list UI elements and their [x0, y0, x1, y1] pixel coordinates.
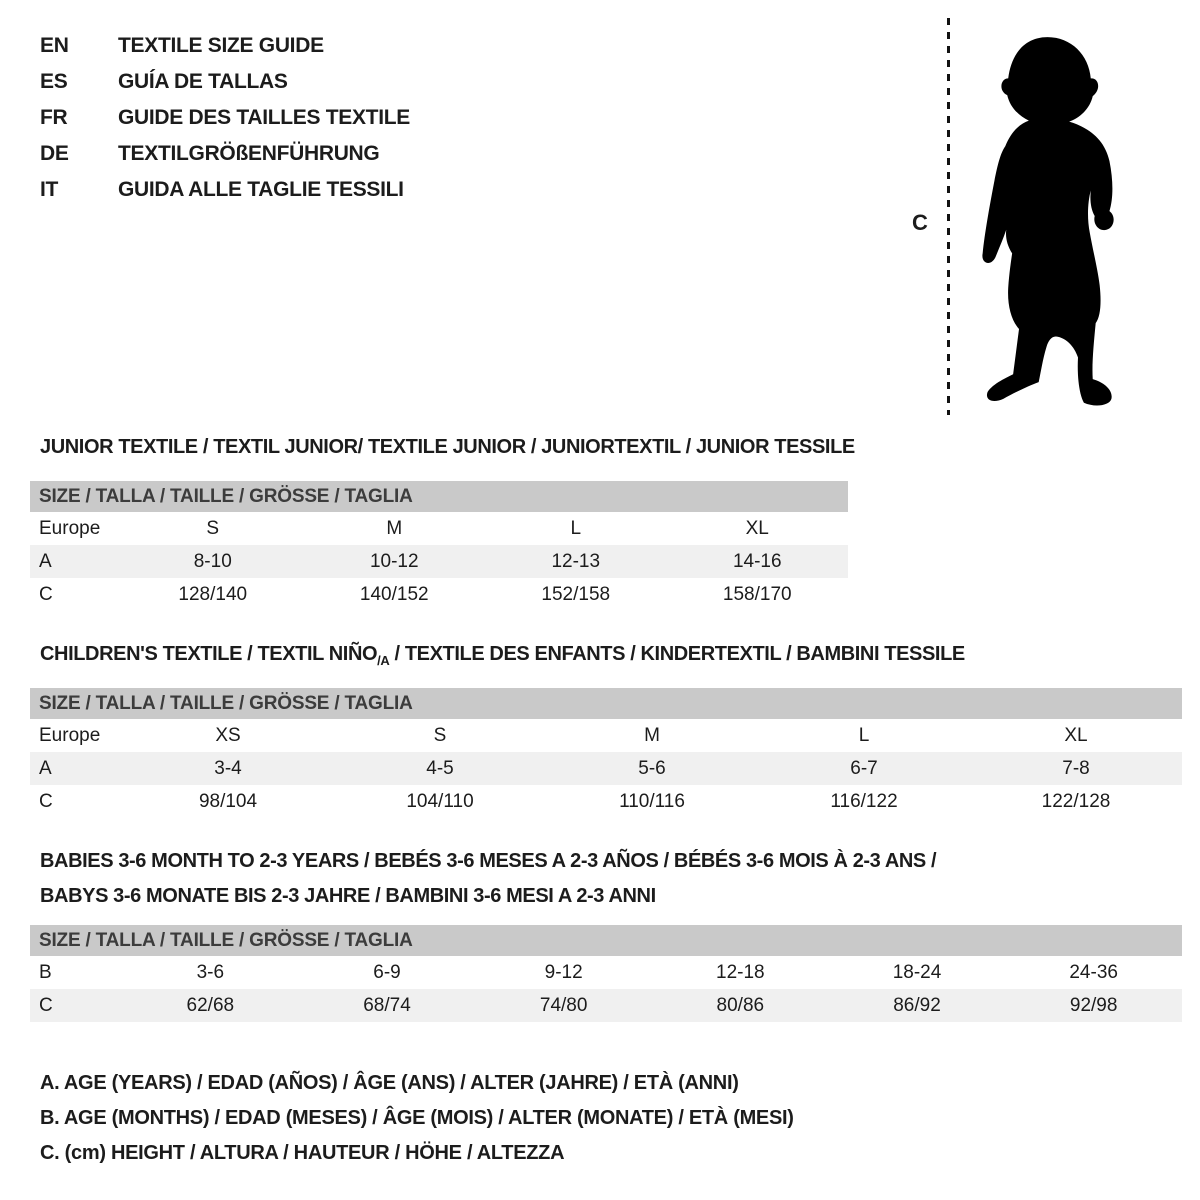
row-label: Europe — [39, 725, 101, 746]
row-label: A — [39, 551, 52, 572]
legend-line-c: C. (cm) HEIGHT / ALTURA / HAUTEUR / HÖHE / ALTEZZA — [40, 1142, 565, 1164]
age-cell: 4-5 — [426, 758, 454, 779]
legend-line-a: A. AGE (YEARS) / EDAD (AÑOS) / ÂGE (ANS) / ALTER (JAHRE) / ETÀ (ANNI) — [40, 1072, 739, 1094]
language-list — [40, 28, 410, 208]
junior-section-title: JUNIOR TEXTILE / TEXTIL JUNIOR/ TEXTILE JUNIOR / JUNIORTEXTIL / JUNIOR TESSILE — [40, 436, 855, 458]
babies-section-title-line2: BABYS 3-6 MONATE BIS 2-3 JAHRE / BAMBINI 3-6 MESI A 2-3 ANNI — [40, 885, 656, 907]
height-cell: 116/122 — [830, 791, 898, 812]
table-row — [30, 752, 1182, 785]
row-label: C — [39, 584, 53, 605]
language-code: EN — [40, 34, 69, 57]
height-cell: 62/68 — [186, 995, 235, 1016]
height-cell: 128/140 — [178, 584, 248, 605]
row-label: A — [39, 758, 52, 779]
language-row-it — [40, 172, 410, 208]
language-title: TEXTILGRÖßENFÜHRUNG — [118, 142, 380, 165]
table-row — [30, 512, 848, 545]
age-cell: 6-7 — [850, 758, 878, 779]
height-cell: 92/98 — [1069, 995, 1118, 1016]
height-cell: 86/92 — [893, 995, 941, 1016]
size-cell: XL — [745, 518, 769, 539]
height-cell: 80/86 — [716, 995, 765, 1016]
age-cell: 3-6 — [196, 962, 225, 983]
babies-size-table — [30, 925, 1182, 1022]
junior-size-table — [30, 481, 848, 611]
language-title: TEXTILE SIZE GUIDE — [118, 34, 324, 57]
table-row — [30, 719, 1182, 752]
age-cell: 18-24 — [892, 962, 942, 983]
table-row — [30, 785, 1182, 818]
height-cell: 98/104 — [198, 791, 258, 812]
children-title-pre: CHILDREN'S TEXTILE / TEXTIL NIÑO — [40, 643, 378, 665]
age-cell: 12-18 — [716, 962, 765, 983]
language-row-fr — [40, 100, 410, 136]
table-row — [30, 956, 1182, 989]
height-measure-label: C — [912, 210, 928, 235]
age-cell: 6-9 — [373, 962, 401, 983]
height-cell: 110/116 — [619, 791, 685, 812]
height-cell: 104/110 — [406, 791, 474, 812]
language-row-es — [40, 64, 410, 100]
language-row-de — [40, 136, 410, 172]
size-header-bar: SIZE / TALLA / TAILLE / GRÖSSE / TAGLIA — [30, 688, 1182, 719]
toddler-silhouette-icon — [963, 18, 1135, 416]
row-label: C — [39, 995, 53, 1016]
language-title: GUIDA ALLE TAGLIE TESSILI — [118, 178, 404, 201]
size-cell: M — [644, 725, 660, 746]
size-cell: S — [206, 518, 220, 539]
age-cell: 10-12 — [369, 551, 419, 572]
age-cell: 7-8 — [1062, 758, 1090, 779]
size-cell: L — [858, 725, 870, 746]
size-cell: S — [433, 725, 447, 746]
language-row-en — [40, 28, 410, 64]
children-title-post: / TEXTILE DES ENFANTS / KINDERTEXTIL / BAMBINI TESSILE — [389, 643, 965, 665]
language-title: GUIDE DES TAILLES TEXTILE — [118, 106, 410, 129]
row-label: B — [39, 962, 52, 983]
height-cell: 158/170 — [722, 584, 792, 605]
size-header-bar: SIZE / TALLA / TAILLE / GRÖSSE / TAGLIA — [30, 925, 1182, 956]
size-cell: L — [570, 518, 582, 539]
table-row — [30, 545, 848, 578]
age-cell: 12-13 — [551, 551, 601, 572]
language-code: FR — [40, 106, 68, 129]
size-cell: XL — [1064, 725, 1088, 746]
legend-line-b: B. AGE (MONTHS) / EDAD (MESES) / ÂGE (MOIS) / ALTER (MONATE) / ETÀ (MESI) — [40, 1107, 794, 1129]
language-code: ES — [40, 70, 68, 93]
size-cell: XS — [215, 725, 241, 746]
height-cell: 68/74 — [363, 995, 411, 1016]
age-cell: 8-10 — [193, 551, 232, 572]
children-section-title — [40, 643, 965, 668]
table-row — [30, 989, 1182, 1022]
height-measure-dashed-line — [947, 18, 950, 415]
children-size-table — [30, 688, 1182, 818]
age-cell: 3-4 — [214, 758, 242, 779]
height-cell: 122/128 — [1041, 791, 1111, 812]
legend — [40, 1066, 794, 1171]
height-cell: 74/80 — [539, 995, 588, 1016]
height-cell: 140/152 — [359, 584, 429, 605]
row-label: Europe — [39, 518, 101, 539]
babies-section-title-line1: BABIES 3-6 MONTH TO 2-3 YEARS / BEBÉS 3-6 MESES A 2-3 AÑOS / BÉBÉS 3-6 MOIS À 2-3 ANS / — [40, 850, 937, 872]
size-header-bar: SIZE / TALLA / TAILLE / GRÖSSE / TAGLIA — [30, 481, 848, 512]
children-title-sub: /A — [377, 653, 390, 668]
height-cell: 152/158 — [541, 584, 611, 605]
size-cell: M — [386, 518, 403, 539]
language-title: GUÍA DE TALLAS — [118, 70, 288, 93]
age-cell: 14-16 — [732, 551, 782, 572]
language-code: DE — [40, 142, 69, 165]
age-cell: 24-36 — [1069, 962, 1118, 983]
age-cell: 9-12 — [544, 962, 583, 983]
age-cell: 5-6 — [638, 758, 666, 779]
language-code: IT — [40, 178, 59, 201]
row-label: C — [39, 791, 53, 812]
table-row — [30, 578, 848, 611]
